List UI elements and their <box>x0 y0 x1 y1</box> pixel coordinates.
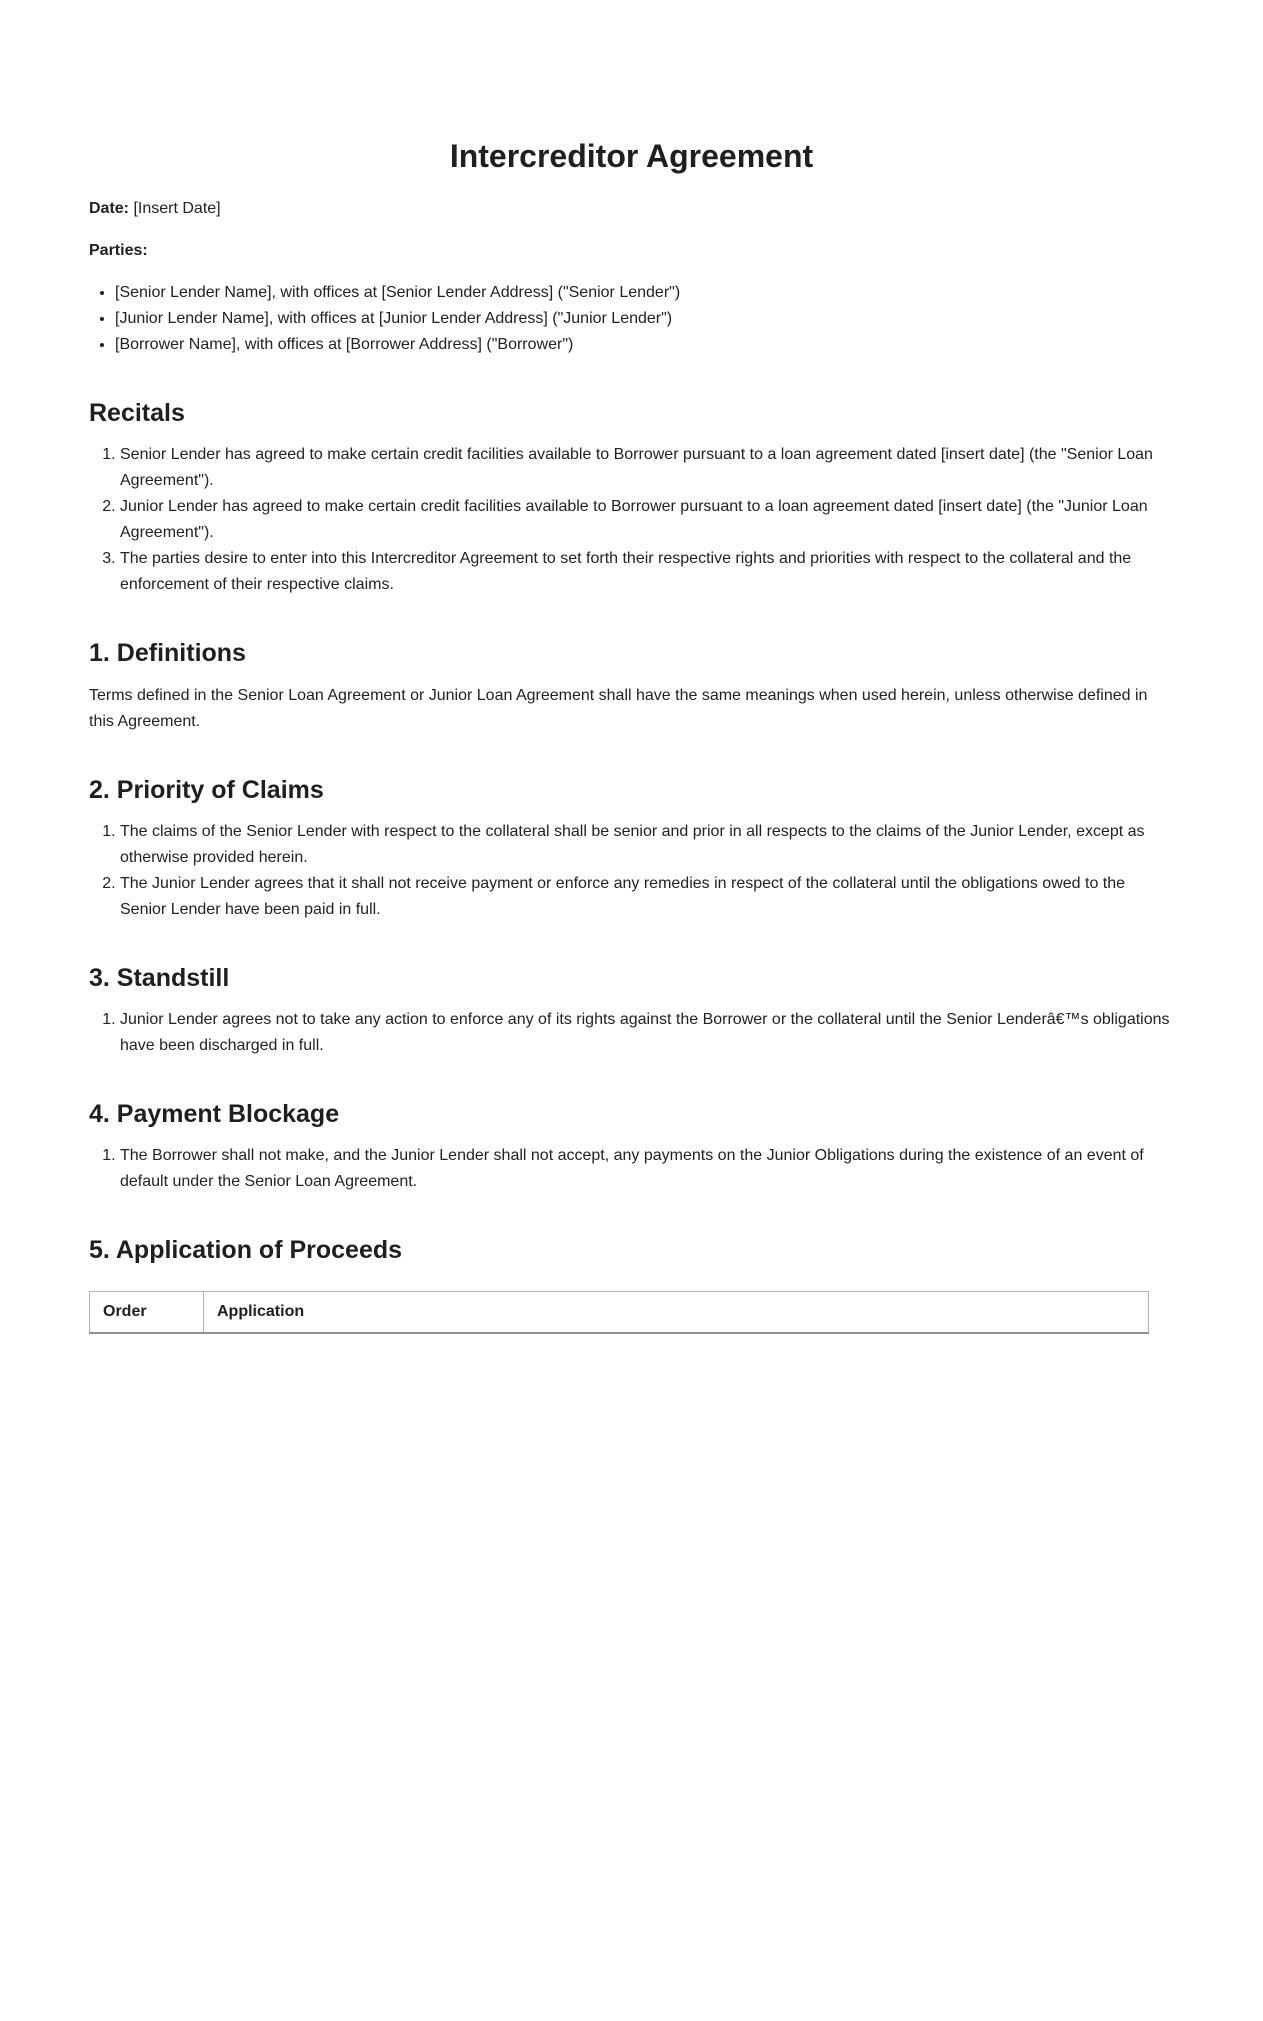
recitals-list <box>89 442 1174 598</box>
payment-blockage-heading: 4. Payment Blockage <box>89 1100 340 1128</box>
recitals-heading: Recitals <box>89 399 185 427</box>
party-item: • [Borrower Name], with offices at [Borrower Address] ("Borrower") <box>115 332 1174 358</box>
proceeds-table-header-order: Order <box>90 1291 204 1333</box>
standstill-item: 1. Junior Lender agrees not to take any action to enforce any of its rights against the Borrower or the collateral until the Senior Lenderâ€™s obligations have been discharged in full. <box>120 1007 1174 1059</box>
date-line <box>89 196 1174 222</box>
proceeds-table <box>89 1291 1149 1334</box>
parties-line <box>89 238 1174 264</box>
proceeds-table-header-application: Application <box>204 1291 1149 1333</box>
parties-list <box>89 280 1174 358</box>
priority-item: 2. The Junior Lender agrees that it shall not receive payment or enforce any remedies in respect of the collateral until the obligations owed to the Senior Lender have been paid in full. <box>120 871 1174 923</box>
party-item: • [Senior Lender Name], with offices at [Senior Lender Address] ("Senior Lender") <box>115 280 1174 306</box>
recital-item: 1. Senior Lender has agreed to make certain credit facilities available to Borrower pursuant to a loan agreement dated [insert date] (the "Senior Loan Agreement"). <box>120 442 1174 494</box>
date-value: [Insert Date] <box>133 200 221 217</box>
recital-item: 2. Junior Lender has agreed to make certain credit facilities available to Borrower pursuant to a loan agreement dated [insert date] (the "Junior Loan Agreement"). <box>120 494 1174 546</box>
party-item: • [Junior Lender Name], with offices at [Junior Lender Address] ("Junior Lender") <box>115 306 1174 332</box>
parties-label: Parties: <box>89 242 148 259</box>
proceeds-heading: 5. Application of Proceeds <box>89 1236 403 1265</box>
recital-item: 3. The parties desire to enter into this Intercreditor Agreement to set forth their respective rights and priorities with respect to the collateral and the enforcement of their respective claims. <box>120 546 1174 598</box>
standstill-heading: 3. Standstill <box>89 963 230 992</box>
priority-heading: 2. Priority of Claims <box>89 775 324 804</box>
payment-blockage-item: 1. The Borrower shall not make, and the Junior Lender shall not accept, any payments on the Junior Obligations during the existence of an event of default under the Senior Loan Agreement. <box>120 1143 1174 1195</box>
payment-blockage-list <box>89 1143 1174 1195</box>
priority-list <box>89 819 1174 923</box>
proceeds-table-header-row <box>90 1291 1149 1333</box>
date-label: Date: <box>89 200 130 217</box>
page-title: Intercreditor Agreement <box>449 138 814 174</box>
priority-item: 1. The claims of the Senior Lender with respect to the collateral shall be senior and prior in all respects to the claims of the Junior Lender, except as otherwise provided herein. <box>120 819 1174 871</box>
standstill-list <box>89 1007 1174 1059</box>
definitions-heading: 1. Definitions <box>89 639 246 668</box>
definitions-paragraph: Terms defined in the Senior Loan Agreement or Junior Loan Agreement shall have the same meanings when used herein, unless otherwise defined in this Agreement. <box>89 686 1148 730</box>
